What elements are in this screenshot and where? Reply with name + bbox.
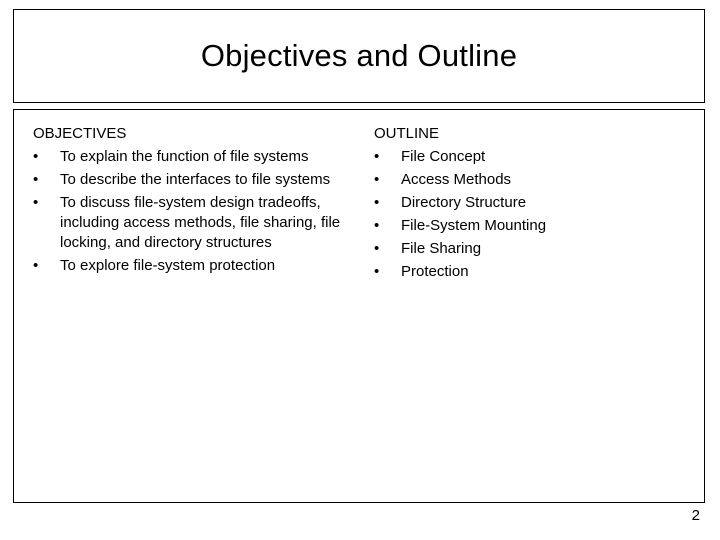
- bullet-icon: •: [374, 171, 380, 188]
- objectives-heading: OBJECTIVES: [33, 125, 127, 142]
- title-box: [13, 9, 705, 103]
- objective-text: To describe the interfaces to file systems: [60, 171, 331, 188]
- bullet-icon: •: [374, 217, 380, 234]
- outline-text: Protection: [401, 263, 469, 280]
- list-item: [374, 216, 684, 236]
- outline-text: Directory Structure: [401, 194, 527, 211]
- objectives-column: [33, 124, 363, 279]
- content-box: [13, 109, 705, 503]
- bullet-icon: •: [33, 171, 39, 188]
- objective-text: To explore file-system protection: [60, 257, 276, 274]
- outline-column: [374, 124, 684, 285]
- bullet-icon: •: [33, 257, 39, 274]
- outline-text: Access Methods: [401, 171, 512, 188]
- bullet-icon: •: [374, 263, 380, 280]
- bullet-icon: •: [374, 240, 380, 257]
- list-item: [374, 193, 684, 213]
- bullet-icon: •: [374, 148, 380, 165]
- slide-title: Objectives and Outline: [200, 38, 518, 73]
- outline-text: File Sharing: [401, 240, 482, 257]
- list-item: [33, 193, 363, 253]
- outline-list: [374, 147, 684, 282]
- list-item: [33, 256, 363, 276]
- bullet-icon: •: [33, 148, 39, 165]
- bullet-icon: •: [33, 194, 39, 211]
- outline-heading: OUTLINE: [374, 125, 440, 142]
- list-item: [33, 147, 363, 167]
- objective-text: To discuss file-system design tradeoffs, including access methods, file sharing, file locking, and directory structures: [60, 194, 341, 251]
- objectives-list: [33, 147, 363, 276]
- outline-text: File-System Mounting: [401, 217, 547, 234]
- bullet-icon: •: [374, 194, 380, 211]
- list-item: [374, 170, 684, 190]
- list-item: [374, 262, 684, 282]
- list-item: [33, 170, 363, 190]
- list-item: [374, 147, 684, 167]
- outline-text: File Concept: [401, 148, 486, 165]
- page-number: 2: [691, 507, 700, 524]
- objective-text: To explain the function of file systems: [60, 148, 309, 165]
- list-item: [374, 239, 684, 259]
